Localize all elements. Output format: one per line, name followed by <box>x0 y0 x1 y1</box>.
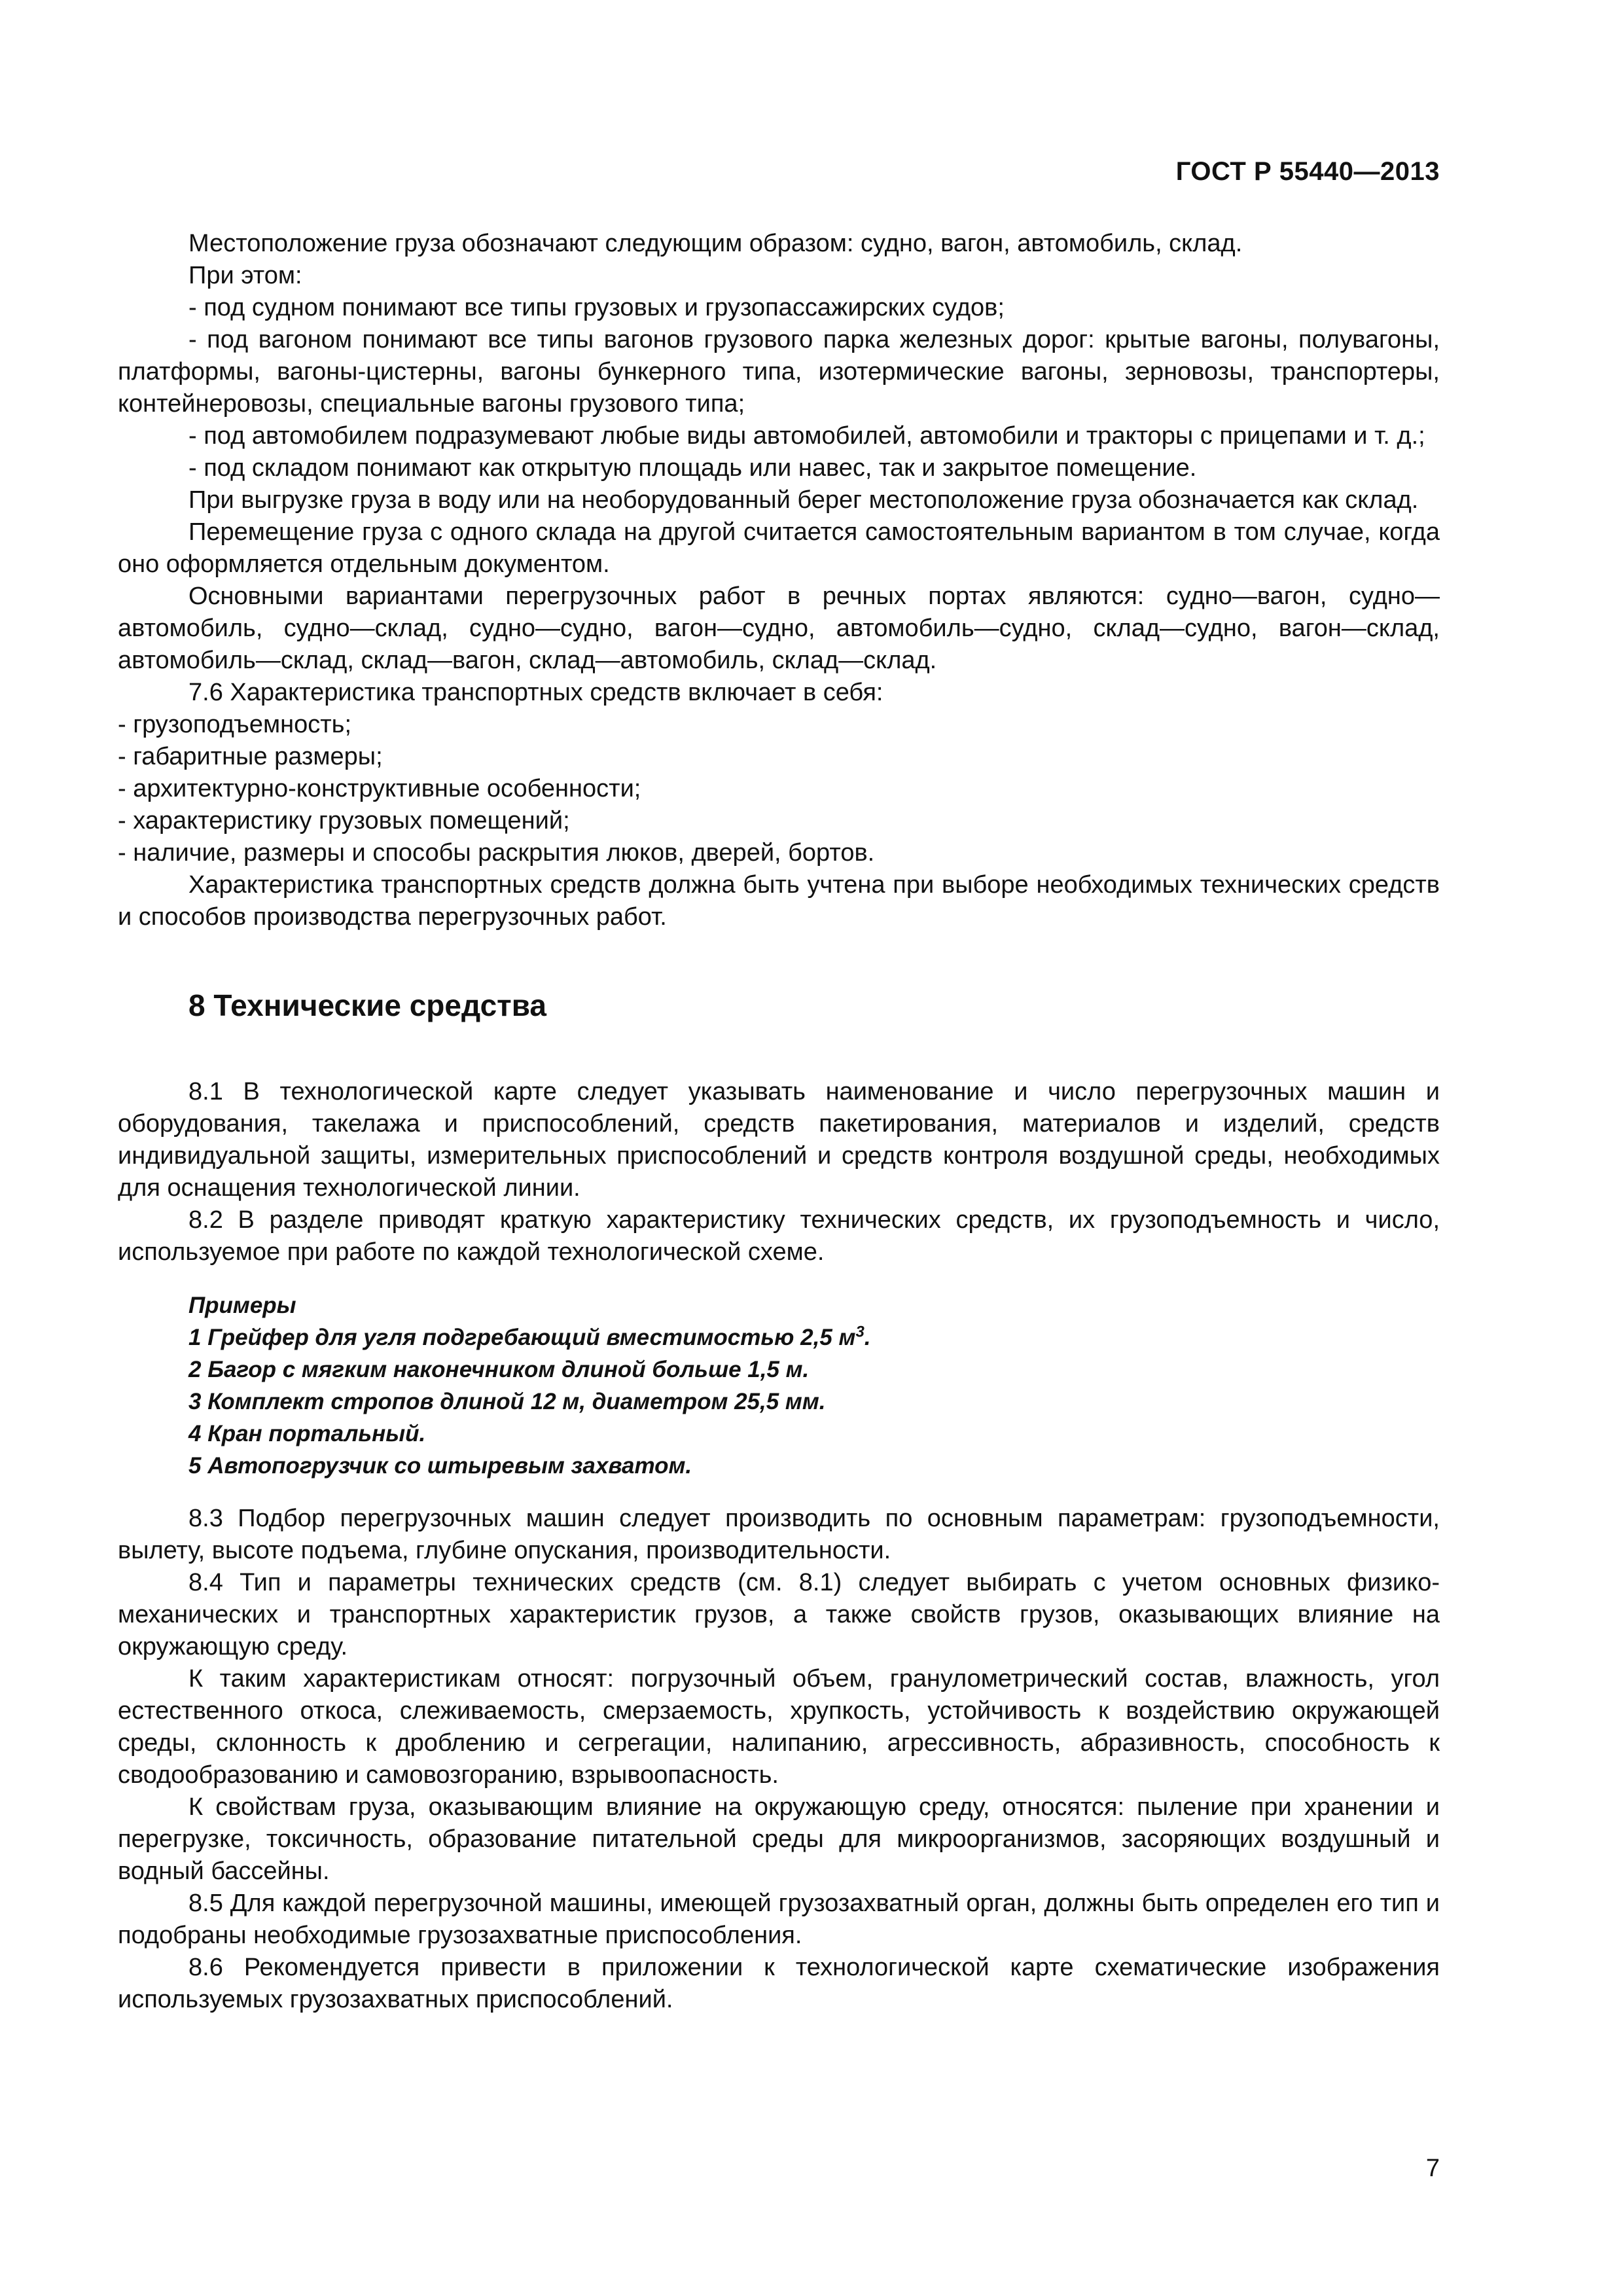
list-item: - под судном понимают все типы грузовых и грузопассажирских судов; <box>188 294 1005 321</box>
examples-block <box>118 1289 1440 1482</box>
examples-title: Примеры <box>188 1293 296 1318</box>
example-item: 4 Кран портальный. <box>188 1421 426 1446</box>
paragraph: Основными вариантами перегрузочных работ в речных портах являются: судно—вагон, судно—автомобиль, судно—склад, судно—судно, вагон—судно, автомобиль—судно, склад—судно, вагон—склад, автомобиль—склад, склад—вагон, склад—автомобиль, склад—склад. <box>118 583 1440 674</box>
paragraph: 8.4 Тип и параметры технических средств (см. 8.1) следует выбирать с учетом основных физико-механических и транспортных характеристик грузов, а также свойств грузов, оказывающих влияние на окружающую среду. <box>118 1569 1440 1660</box>
page-number: 7 <box>1425 2155 1440 2182</box>
list-item: - архитектурно-конструктивные особенности; <box>118 775 641 802</box>
document-code: ГОСТ Р 55440—2013 <box>1175 157 1440 186</box>
example-text-end: . <box>864 1325 871 1350</box>
paragraph: К таким характеристикам относят: погрузочный объем, гранулометрический состав, влажность, угол естественного откоса, слеживаемость, смерзаемость, хрупкость, устойчивость к воздействию окружающей среды, склонность к дроблению и сегрегации, налипанию, агрессивность, абразивность, способность к сводообразованию и самовозгоранию, взрывоопасность. <box>118 1665 1440 1789</box>
paragraph: 8.6 Рекомендуется привести в приложении к технологической карте схематические изображения используемых грузозахватных приспособлений. <box>118 1954 1440 2013</box>
paragraph: К свойствам груза, оказывающим влияние на окружающую среду, относятся: пыление при хранении и перегрузке, токсичность, образование питательной среды для микроорганизмов, засоряющих воздушный и водный бассейны. <box>118 1793 1440 1885</box>
list-item: - под автомобилем подразумевают любые виды автомобилей, автомобили и тракторы с прицепами и т. д.; <box>188 422 1425 450</box>
example-item: 2 Багор с мягким наконечником длиной больше 1,5 м. <box>188 1357 810 1382</box>
list-item: - под вагоном понимают все типы вагонов грузового парка железных дорог: крытые вагоны, полувагоны, платформы, вагоны-цистерны, вагоны бункерного типа, изотермические вагоны, зерновозы, транспортеры, контейнеровозы, специальные вагоны грузового типа; <box>118 326 1440 418</box>
example-item <box>188 1321 1440 1354</box>
example-item: 5 Автопогрузчик со штыревым захватом. <box>188 1453 692 1479</box>
paragraph: 8.5 Для каждой перегрузочной машины, имеющей грузозахватный орган, должны быть определен его тип и подобраны необходимые грузозахватные приспособления. <box>118 1890 1440 1949</box>
superscript: 3 <box>855 1323 865 1341</box>
list-item: - под складом понимают как открытую площадь или навес, так и закрытое помещение. <box>188 454 1197 482</box>
paragraph: Характеристика транспортных средств должна быть учтена при выборе необходимых технических средств и способов производства перегрузочных работ. <box>118 871 1440 931</box>
paragraph: Перемещение груза с одного склада на другой считается самостоятельным вариантом в том случае, когда оно оформляется отдельным документом. <box>118 518 1440 578</box>
list-item: - наличие, размеры и способы раскрытия люков, дверей, бортов. <box>118 839 875 867</box>
paragraph: При этом: <box>188 262 302 289</box>
list-item: - габаритные размеры; <box>118 743 383 770</box>
paragraph: 7.6 Характеристика транспортных средств включает в себя: <box>188 679 883 706</box>
document-page <box>118 0 1440 2296</box>
paragraph: 8.1 В технологической карте следует указывать наименование и число перегрузочных машин и оборудования, такелажа и приспособлений, средств пакетирования, материалов и изделий, средств индивидуальной защиты, измерительных приспособлений и средств контроля воздушной среды, необходимых для оснащения технологической линии. <box>118 1078 1440 1202</box>
example-text: 1 Грейфер для угля подгребающий вместимостью 2,5 м <box>188 1325 856 1350</box>
example-item: 3 Комплект стропов длиной 12 м, диаметром 25,5 мм. <box>188 1389 826 1414</box>
list-item: - характеристику грузовых помещений; <box>118 807 570 834</box>
section-title: 8 Технические средства <box>188 988 546 1022</box>
paragraph: При выгрузке груза в воду или на необорудованный берег местоположение груза обозначается как склад. <box>188 486 1419 514</box>
document-body <box>118 228 1440 2016</box>
list-item: - грузоподъемность; <box>118 711 352 738</box>
paragraph: 8.3 Подбор перегрузочных машин следует производить по основным параметрам: грузоподъемности, вылету, высоте подъема, глубине опускания, производительности. <box>118 1505 1440 1564</box>
paragraph: Местоположение груза обозначают следующим образом: судно, вагон, автомобиль, склад. <box>188 230 1243 257</box>
paragraph: 8.2 В разделе приводят краткую характеристику технических средств, их грузоподъемность и число, используемое при работе по каждой технологической схеме. <box>118 1206 1440 1266</box>
